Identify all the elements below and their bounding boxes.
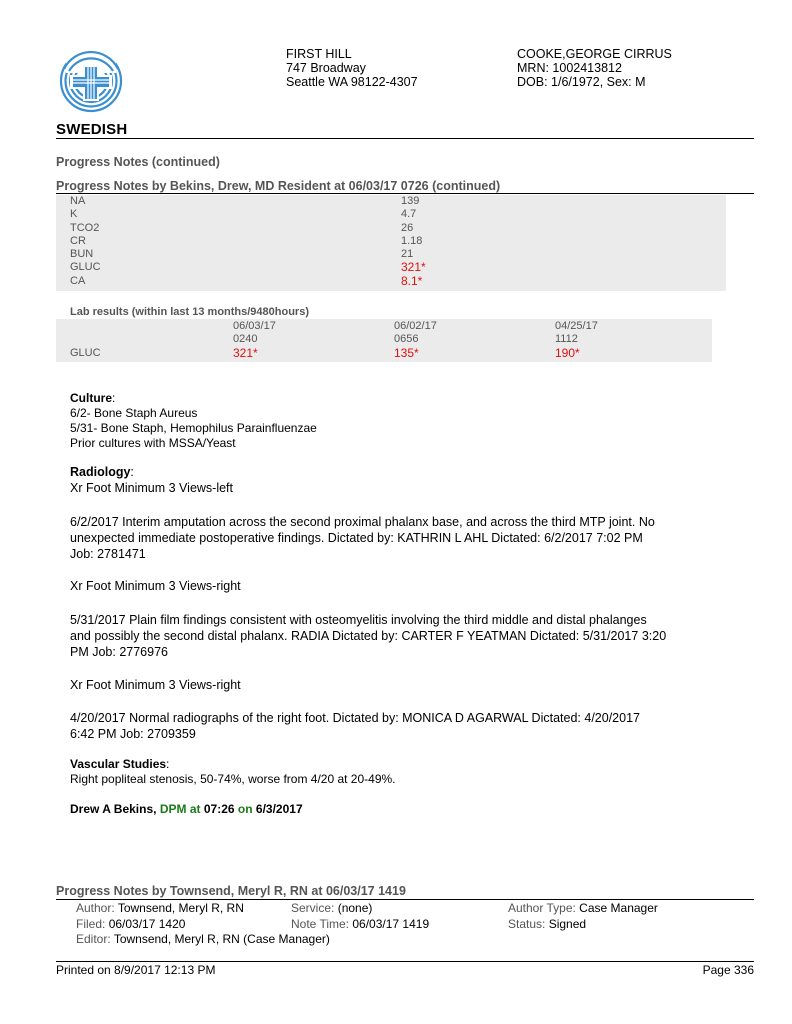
- note2-title: Progress Notes by Townsend, Meryl R, RN at 06/03/17 1419: [56, 884, 406, 898]
- filed-value: 06/03/17 1420: [108, 916, 186, 931]
- facility-street: 747 Broadway: [286, 61, 366, 75]
- culture-colon: :: [112, 391, 116, 405]
- radiology-colon: :: [130, 465, 134, 479]
- note1-title: Progress Notes by Bekins, Drew, MD Resident at 06/03/17 0726 (continued): [56, 179, 501, 193]
- author-value: Townsend, Meryl R, RN: [117, 901, 244, 915]
- lab-results-bg: [56, 319, 712, 362]
- facility-name: FIRST HILL: [286, 47, 352, 61]
- lab-col-time: 1112: [555, 333, 578, 346]
- report-line: Job: 2781471: [70, 547, 146, 561]
- lab-col-3: [555, 320, 598, 360]
- patient-info: [517, 47, 672, 89]
- author-type-value: Case Manager: [579, 901, 658, 915]
- report-line: unexpected immediate postoperative findings. Dictated by: KATHRIN L AHL Dictated: 6/2/2017 7:02 PM: [70, 531, 643, 545]
- header-divider: [56, 138, 754, 139]
- labs-table: [70, 195, 426, 288]
- brand-name: SWEDISH: [56, 121, 128, 138]
- service-label: Service:: [291, 901, 335, 915]
- lab-row-label: GLUC: [70, 347, 101, 359]
- patient-dob: DOB: 1/6/1972, Sex: M: [517, 75, 646, 89]
- lab-row-tco2: [70, 222, 426, 235]
- lab-value-abnormal: 8.1*: [401, 273, 423, 288]
- lab-row-bun: [70, 248, 426, 261]
- lab-row-gluc: [70, 261, 426, 274]
- signature-date: 6/3/2017: [255, 802, 303, 816]
- facility-address: [286, 47, 418, 89]
- radiology-study: Xr Foot Minimum 3 Views-right: [70, 678, 241, 692]
- lab-name: NA: [70, 195, 86, 207]
- signature-credential: DPM at: [159, 802, 201, 816]
- vascular-section: [70, 757, 396, 787]
- editor-label: Editor:: [76, 932, 111, 946]
- facility-city: Seattle WA 98122-4307: [286, 75, 418, 89]
- lab-col-value: 135*: [394, 345, 419, 360]
- lab-col-date: 06/03/17: [233, 320, 276, 332]
- signature-on: on: [237, 802, 253, 816]
- culture-line: Prior cultures with MSSA/Yeast: [70, 436, 236, 450]
- signature-sep: ,: [153, 802, 157, 816]
- lab-name: GLUC: [70, 261, 101, 274]
- status-label: Status:: [508, 916, 546, 931]
- status-value: Signed: [548, 916, 587, 931]
- lab-value-abnormal: 321*: [401, 260, 426, 275]
- patient-mrn: MRN: 1002413812: [517, 61, 622, 75]
- lab-value: 1.18: [401, 234, 423, 247]
- lab-col-time: 0656: [394, 333, 419, 346]
- lab-value: 26: [401, 221, 414, 234]
- lab-name: BUN: [70, 248, 94, 261]
- vascular-line: Right popliteal stenosis, 50-74%, worse from 4/20 at 20-49%.: [70, 772, 396, 786]
- printed-on: Printed on 8/9/2017 12:13 PM: [56, 963, 216, 977]
- lab-col-date: 06/02/17: [394, 320, 437, 332]
- swedish-logo-icon: [56, 45, 136, 125]
- report-line: 6:42 PM Job: 2709359: [70, 727, 196, 741]
- service-value: (none): [337, 901, 373, 915]
- culture-section: [70, 391, 317, 451]
- vascular-heading: Vascular Studies: [70, 757, 167, 771]
- lab-col-date: 04/25/17: [555, 320, 598, 332]
- lab-col-value: 190*: [555, 345, 580, 360]
- report-line: and possibly the second distal phalanx. RADIA Dictated by: CARTER F YEATMAN Dictated: 5/31/2017 3:20: [70, 629, 667, 643]
- lab-value: 21: [401, 248, 414, 261]
- radiology-section: [70, 464, 233, 496]
- author-type-label: Author Type:: [508, 901, 576, 915]
- radiology-report-3: [70, 710, 640, 742]
- lab-name: K: [70, 208, 78, 221]
- lab-row-ca: [70, 275, 426, 288]
- note2-meta-col3: [508, 901, 658, 932]
- lab-col-time: 0240: [233, 333, 258, 346]
- note2-meta-col2: [291, 901, 429, 932]
- report-line: PM Job: 2776976: [70, 645, 168, 659]
- note-time-label: Note Time:: [291, 916, 350, 931]
- note1-divider: [56, 193, 754, 194]
- radiology-study: Xr Foot Minimum 3 Views-left: [70, 481, 234, 495]
- lab-row-na: [70, 195, 426, 208]
- footer-divider: [56, 961, 754, 962]
- lab-col-2: [394, 320, 437, 360]
- lab-results-title: Lab results (within last 13 months/9480hours): [70, 306, 309, 318]
- report-line: 5/31/2017 Plain film findings consistent with osteomyelitis involving the third middle and distal phalanges: [70, 613, 647, 627]
- lab-value: 139: [401, 195, 420, 207]
- culture-line: 5/31- Bone Staph, Hemophilus Parainfluenzae: [70, 421, 317, 435]
- filed-label: Filed:: [76, 916, 106, 931]
- lab-name: TCO2: [70, 221, 100, 234]
- lab-col-value: 321*: [233, 345, 258, 360]
- page-number: Page 336: [702, 963, 754, 977]
- lab-name: CR: [70, 234, 86, 247]
- lab-row-k: [70, 208, 426, 221]
- note2-divider: [56, 899, 754, 900]
- radiology-study: Xr Foot Minimum 3 Views-right: [70, 579, 241, 593]
- patient-name: COOKE,GEORGE CIRRUS: [517, 47, 672, 61]
- section-title: Progress Notes (continued): [56, 155, 220, 169]
- editor-value: Townsend, Meryl R, RN (Case Manager): [113, 932, 330, 946]
- culture-line: 6/2- Bone Staph Aureus: [70, 406, 198, 420]
- note-time-value: 06/03/17 1419: [352, 916, 430, 931]
- report-line: 4/20/2017 Normal radiographs of the right foot. Dictated by: MONICA D AGARWAL Dictated: 4/20/2017: [70, 711, 640, 725]
- culture-heading: Culture: [70, 391, 112, 405]
- radiology-heading: Radiology: [70, 465, 131, 479]
- lab-name: CA: [70, 274, 86, 287]
- report-line: 6/2/2017 Interim amputation across the second proximal phalanx base, and across the third MTP joint. No: [70, 515, 655, 529]
- lab-col-1: [233, 320, 276, 360]
- signature: [70, 802, 303, 817]
- lab-value: 4.7: [401, 208, 417, 221]
- radiology-report-1: [70, 514, 655, 562]
- signature-time: 07:26: [203, 802, 235, 816]
- lab-row-cr: [70, 235, 426, 248]
- radiology-report-2: [70, 612, 666, 660]
- signature-name: Drew A Bekins: [70, 802, 154, 816]
- author-label: Author:: [76, 901, 115, 915]
- vascular-colon: :: [166, 757, 170, 771]
